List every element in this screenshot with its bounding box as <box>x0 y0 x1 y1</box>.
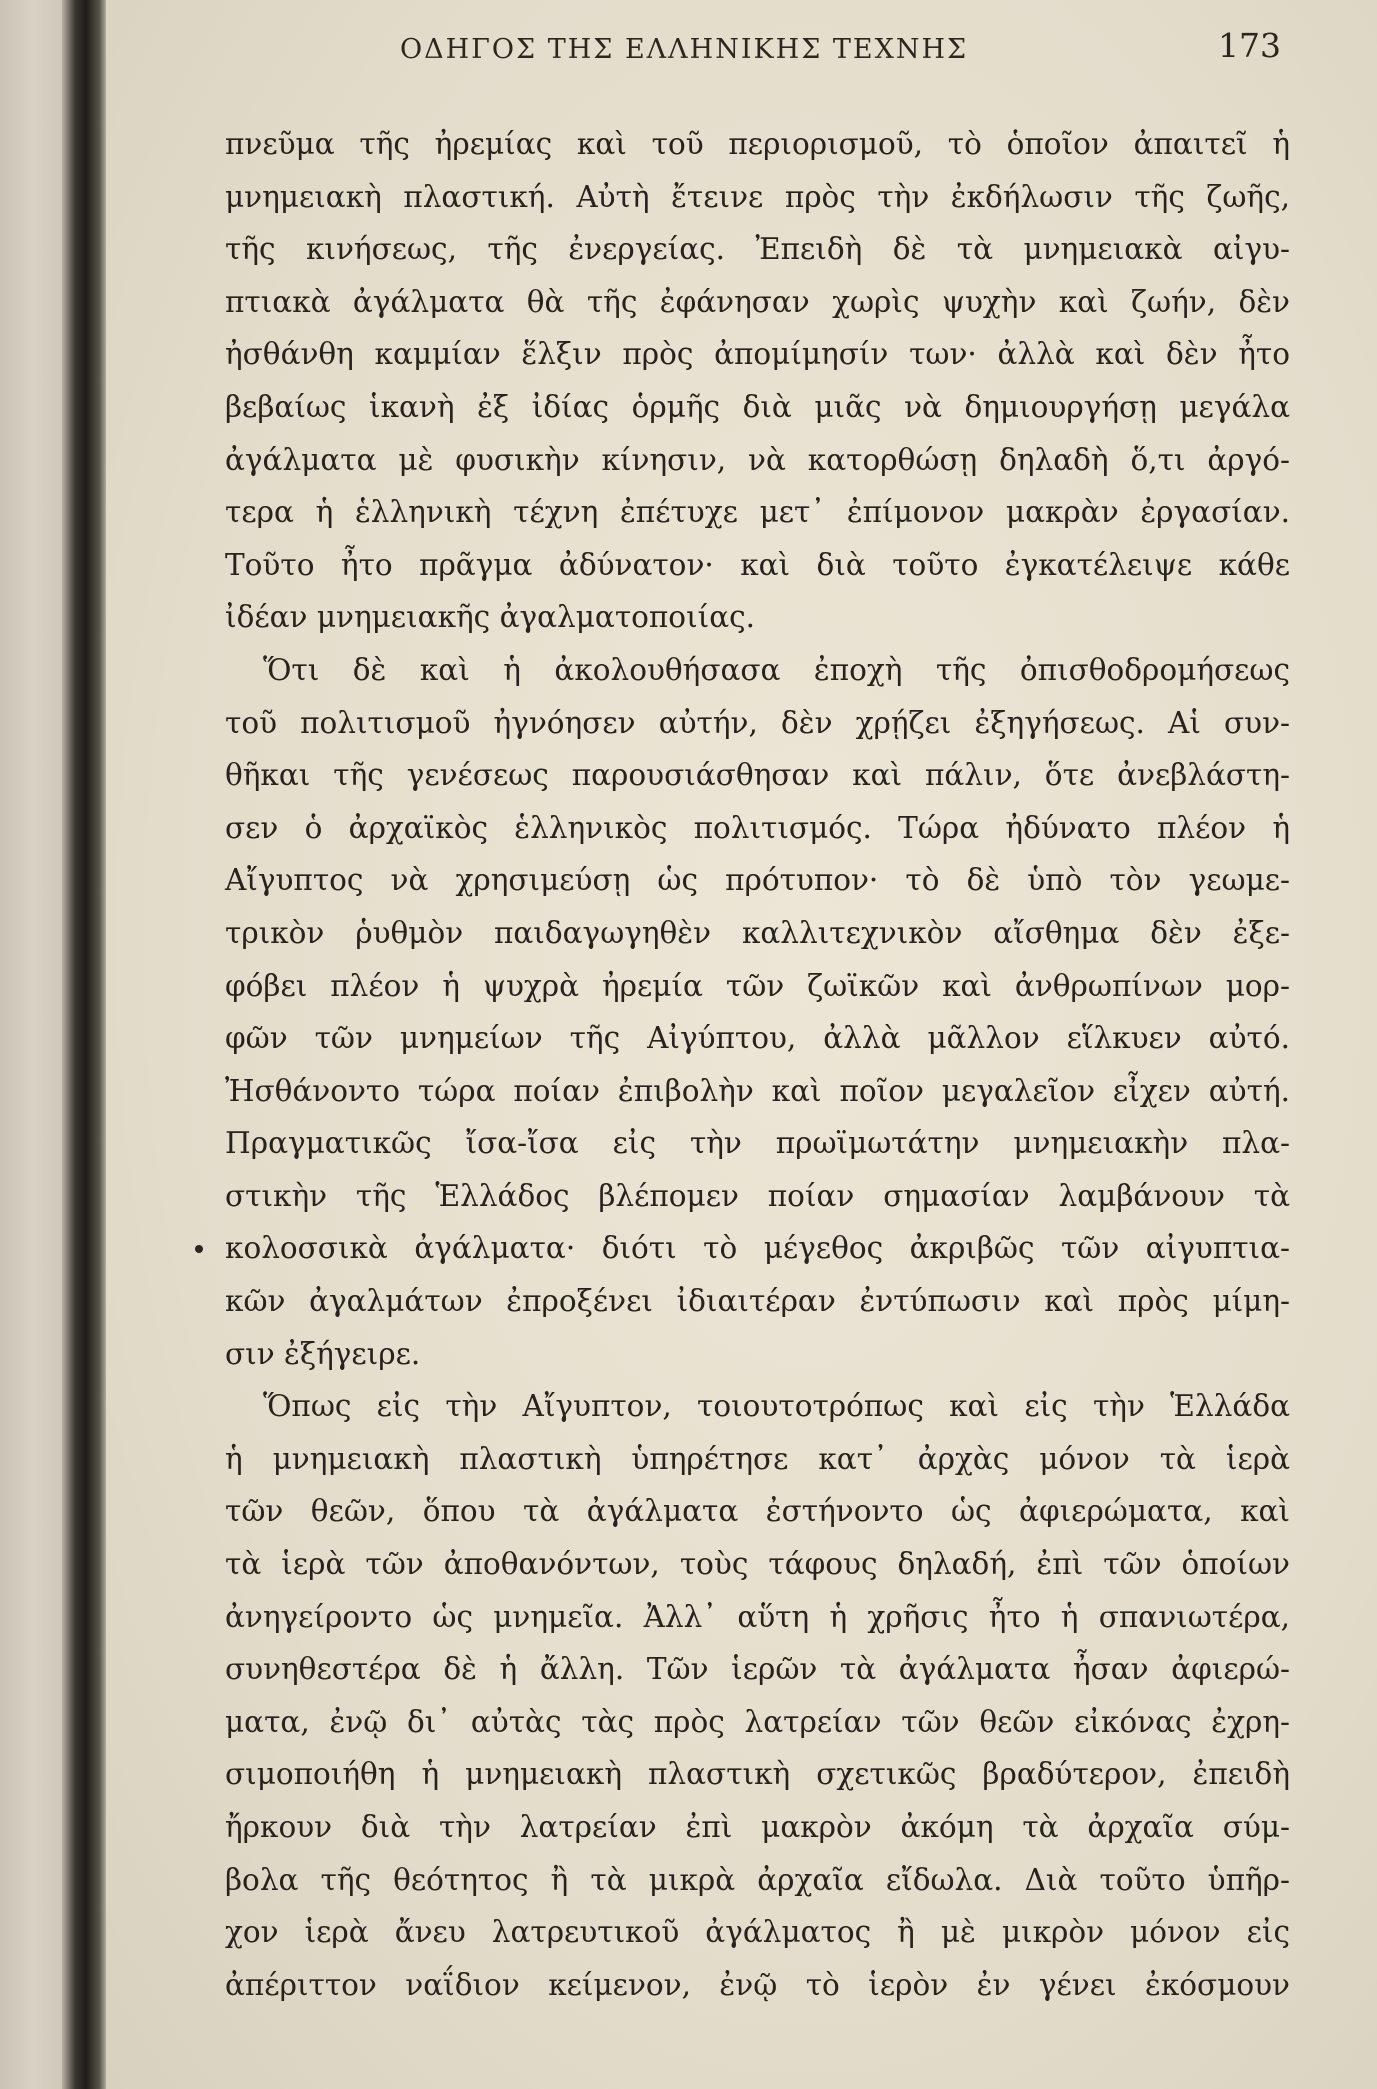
text-line: ἀνηγείροντο ὡς μνημεῖα. Ἀλλ᾽ αὕτη ἡ χρῆσις ἦτο ἡ σπανιωτέρα, <box>225 1599 1290 1634</box>
text-line: ἠσθάνθη καμμίαν ἕλξιν πρὸς ἀπομίμησίν των· ἀλλὰ καὶ δὲν ἦτο <box>225 337 1290 372</box>
running-header: ΟΔΗΓΟΣ ΤΗΣ ΕΛΛΗΝΙΚΗΣ ΤΕΧΝΗΣ <box>400 34 969 65</box>
text-line: συνηθεστέρα δὲ ἡ ἄλλη. Τῶν ἱερῶν τὰ ἀγάλματα ἦσαν ἀφιερώ- <box>225 1652 1290 1687</box>
text-line: κολοσσικὰ ἀγάλματα· διότι τὸ μέγεθος ἀκριβῶς τῶν αἰγυπτια- <box>225 1231 1290 1266</box>
text-line: ἤρκουν διὰ τὴν λατρείαν ἐπὶ μακρὸν ἀκόμη τὰ ἀρχαῖα σύμ- <box>225 1810 1290 1844</box>
text-line: κῶν ἀγαλμάτων ἐπροξένει ἰδιαιτέραν ἐντύπωσιν καὶ πρὸς μίμη- <box>225 1284 1290 1319</box>
text-line: ἰδέαν μνημειακῆς ἀγαλματοποιίας. <box>225 600 756 635</box>
text-line: Ὅπως εἰς τὴν Αἴγυπτον, τοιουτοτρόπως καὶ εἰς τὴν Ἑλλάδα <box>263 1389 1290 1424</box>
text-line: ἀπέριττον ναΐδιον κείμενον, ἐνῷ τὸ ἱερὸν ἐν γένει ἐκόσμουν <box>225 1967 1290 2002</box>
page-edge <box>0 0 62 2089</box>
text-line: πνεῦμα τῆς ἠρεμίας καὶ τοῦ περιορισμοῦ, τὸ ὁποῖον ἀπαιτεῖ ἡ <box>225 127 1290 161</box>
text-line: τῆς κινήσεως, τῆς ἐνεργείας. Ἐπειδὴ δὲ τὰ μνημειακὰ αἰγυ- <box>225 232 1290 267</box>
text-line: τερα ἡ ἑλληνικὴ τέχνη ἐπέτυχε μετ᾽ ἐπίμονον μακρὰν ἐργασίαν. <box>225 495 1290 530</box>
text-line: ἀγάλματα μὲ φυσικὴν κίνησιν, νὰ κατορθώσῃ δηλαδὴ ὅ,τι ἀργό- <box>225 442 1290 477</box>
text-line: Ὅτι δὲ καὶ ἡ ἀκολουθήσασα ἐποχὴ τῆς ὀπισθοδρομήσεως <box>263 652 1290 687</box>
text-line: βεβαίως ἱκανὴ ἐξ ἰδίας ὁρμῆς διὰ μιᾶς νὰ δημιουργήσῃ μεγάλα <box>225 389 1290 424</box>
text-line: στικὴν τῆς Ἑλλάδος βλέπομεν ποίαν σημασίαν λαμβάνουν τὰ <box>225 1178 1290 1213</box>
text-line: τῶν θεῶν, ὅπου τὰ ἀγάλματα ἐστήνοντο ὡς ἀφιερώματα, καὶ <box>225 1494 1290 1529</box>
text-line: ματα, ἐνῷ δι᾽ αὐτὰς τὰς πρὸς λατρείαν τῶν θεῶν εἰκόνας ἐχρη- <box>225 1704 1290 1739</box>
text-line: τοῦ πολιτισμοῦ ἠγνόησεν αὐτήν, δὲν χρῄζει ἐξηγήσεως. Αἱ συν- <box>225 705 1290 740</box>
text-line: φόβει πλέον ἡ ψυχρὰ ἠρεμία τῶν ζωϊκῶν καὶ ἀνθρωπίνων μορ- <box>225 968 1290 1003</box>
text-line: τρικὸν ῥυθμὸν παιδαγωγηθὲν καλλιτεχνικὸν αἴσθημα δὲν ἐξε- <box>225 915 1290 950</box>
text-line: σιμοποιήθη ἡ μνημειακὴ πλαστικὴ σχετικῶς βραδύτερον, ἐπειδὴ <box>225 1757 1290 1792</box>
text-line: σεν ὁ ἀρχαϊκὸς ἑλληνικὸς πολιτισμός. Τώρα ἠδύνατο πλέον ἡ <box>225 810 1290 845</box>
margin-mark <box>195 1245 203 1253</box>
body-text <box>225 118 1290 2011</box>
text-line: Αἴγυπτος νὰ χρησιμεύσῃ ὡς πρότυπον· τὸ δὲ ὑπὸ τὸν γεωμε- <box>225 863 1290 898</box>
text-line: φῶν τῶν μνημείων τῆς Αἰγύπτου, ἀλλὰ μᾶλλον εἵλκυεν αὐτό. <box>225 1021 1290 1056</box>
text-line: ἡ μνημειακὴ πλαστικὴ ὑπηρέτησε κατ᾽ ἀρχὰς μόνον τὰ ἱερὰ <box>225 1441 1290 1476</box>
text-line: Τοῦτο ἦτο πρᾶγμα ἀδύνατον· καὶ διὰ τοῦτο ἐγκατέλειψε κάθε <box>225 547 1290 582</box>
page-number: 173 <box>1218 26 1281 65</box>
book-binding <box>62 0 106 2089</box>
text-line: πτιακὰ ἀγάλματα θὰ τῆς ἐφάνησαν χωρὶς ψυχὴν καὶ ζωήν, δὲν <box>225 284 1290 319</box>
text-line: μνημειακὴ πλαστική. Αὐτὴ ἔτεινε πρὸς τὴν ἐκδήλωσιν τῆς ζωῆς, <box>225 179 1290 214</box>
text-line: χον ἱερὰ ἄνευ λατρευτικοῦ ἀγάλματος ἢ μὲ μικρὸν μόνον εἰς <box>225 1915 1290 1950</box>
text-line: τὰ ἱερὰ τῶν ἀποθανόντων, τοὺς τάφους δηλαδή, ἐπὶ τῶν ὁποίων <box>225 1547 1290 1582</box>
text-line: σιν ἐξήγειρε. <box>225 1336 421 1371</box>
text-line: Πραγματικῶς ἴσα-ἴσα εἰς τὴν πρωϊμωτάτην μνημειακὴν πλα- <box>225 1126 1290 1161</box>
text-line: Ἠσθάνοντο τώρα ποίαν ἐπιβολὴν καὶ ποῖον μεγαλεῖον εἶχεν αὐτή. <box>225 1073 1290 1108</box>
text-line: θῆκαι τῆς γενέσεως παρουσιάσθησαν καὶ πάλιν, ὅτε ἀνεβλάστη- <box>225 758 1290 793</box>
text-line: βολα τῆς θεότητος ἢ τὰ μικρὰ ἀρχαῖα εἴδωλα. Διὰ τοῦτο ὑπῆρ- <box>225 1862 1290 1897</box>
